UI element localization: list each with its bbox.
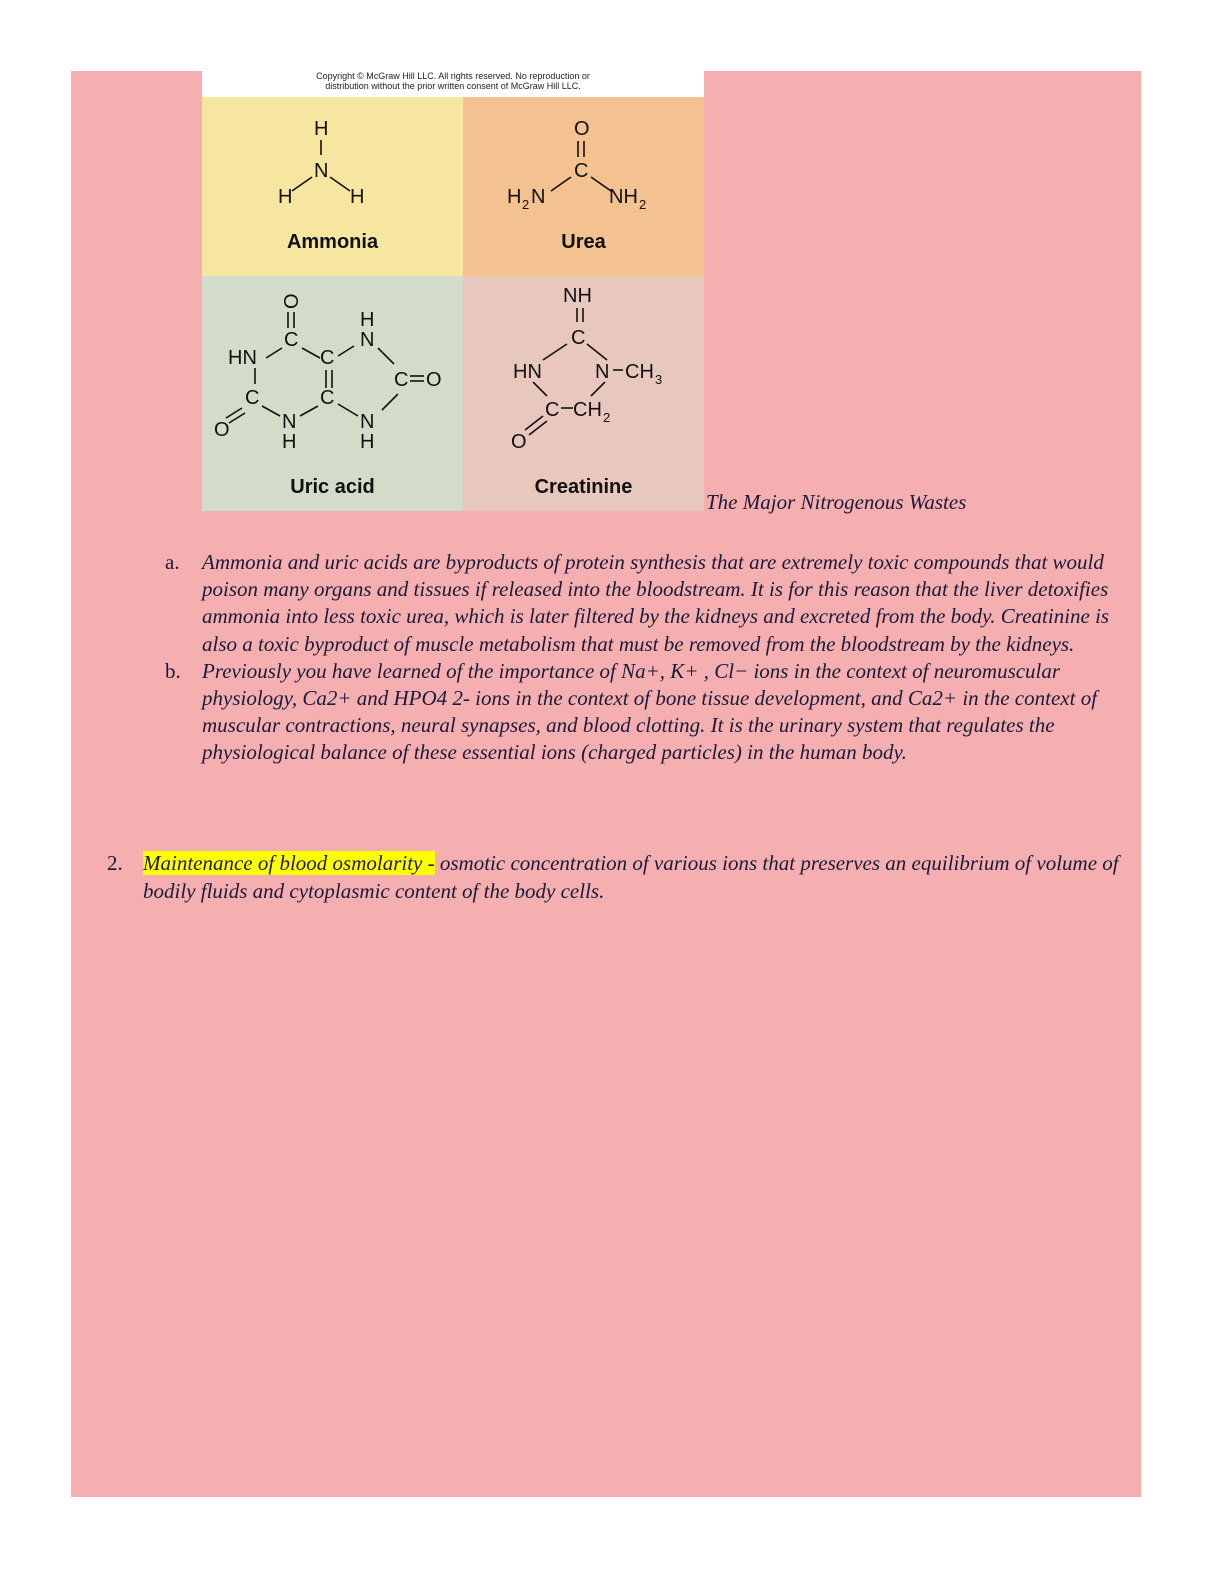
numbered-item-2	[107, 850, 1127, 905]
item-definition: osmotic concentration of various ions that preserves an equilibrium of volume of bodily fluids and cytoplasmic content of the body cells.	[143, 851, 1119, 903]
sublist	[165, 549, 1130, 767]
copyright-notice	[202, 71, 704, 97]
list-item	[165, 549, 1130, 658]
nitrogenous-wastes-figure	[202, 71, 704, 511]
list-marker: a.	[165, 550, 180, 574]
svg-text:H: H	[360, 309, 375, 331]
svg-text:NH: NH	[609, 186, 638, 208]
svg-text:2: 2	[639, 197, 647, 212]
uric-acid-label: Uric acid	[290, 476, 375, 498]
svg-text:C: C	[545, 399, 560, 421]
creatinine-label: Creatinine	[534, 476, 633, 498]
svg-text:CH: CH	[625, 361, 654, 383]
svg-text:O: O	[214, 419, 230, 441]
copyright-line-1: Copyright © McGraw Hill LLC. All rights reserved. No reproduction or	[316, 71, 590, 81]
svg-text:N: N	[531, 186, 546, 208]
svg-text:C: C	[394, 369, 409, 391]
item-body	[107, 850, 1127, 905]
svg-text:H: H	[314, 118, 329, 140]
svg-text:H: H	[278, 186, 293, 208]
svg-text:O: O	[574, 118, 590, 140]
svg-text:CH: CH	[573, 399, 602, 421]
figure-caption: The Major Nitrogenous Wastes	[706, 490, 967, 514]
ammonia-panel	[202, 97, 463, 276]
svg-text:N: N	[360, 329, 375, 351]
svg-text:O: O	[426, 369, 442, 391]
svg-text:C: C	[284, 329, 299, 351]
svg-text:O: O	[281, 293, 303, 309]
urea-panel	[463, 97, 704, 276]
list-item-text: Previously you have learned of the importance of Na+, K+ , Cl− ions in the context of neuromuscular physiology, Ca2+ and HPO4 2- ions in the context of bone tissue development, and Ca2+ in the context of muscular contractions, neural synapses, and blood clotting. It is the urinary system that regulates the physiological balance of these essential ions (charged particles) in the human body.	[202, 658, 1098, 765]
svg-text:3: 3	[655, 372, 663, 387]
svg-text:C: C	[574, 160, 589, 182]
item-number: 2.	[107, 851, 123, 875]
svg-text:H: H	[507, 186, 522, 208]
svg-text:N: N	[360, 411, 375, 433]
list-item-text: Ammonia and uric acids are byproducts of protein synthesis that are extremely toxic compounds that would poison many organs and tissues if released into the bloodstream. It is for this reason that the liver detoxifies ammonia into less toxic urea, which is later filtered by the kidneys and excreted from the body. Creatinine is also a toxic byproduct of muscle metabolism that must be removed from the bloodstream by the kidneys.	[202, 550, 1110, 656]
list-item	[165, 658, 1130, 767]
ammonia-label: Ammonia	[286, 231, 379, 253]
svg-text:C: C	[571, 327, 586, 349]
svg-text:C: C	[320, 387, 335, 409]
svg-text:C: C	[320, 347, 335, 369]
svg-text:N: N	[314, 160, 329, 182]
svg-text:HN: HN	[513, 361, 542, 383]
svg-text:N: N	[595, 361, 610, 383]
svg-text:2: 2	[603, 410, 611, 425]
svg-text:N: N	[282, 411, 297, 433]
svg-text:H: H	[360, 431, 375, 453]
svg-text:HN: HN	[228, 347, 257, 369]
highlighted-term: Maintenance of blood osmolarity -	[143, 851, 435, 875]
svg-text:H: H	[350, 186, 365, 208]
svg-text:H: H	[282, 431, 297, 453]
svg-text:NH: NH	[563, 285, 592, 307]
list-marker: b.	[165, 658, 181, 683]
urea-label: Urea	[561, 231, 606, 253]
svg-text:C: C	[245, 387, 260, 409]
creatinine-panel	[463, 276, 704, 511]
uric-acid-panel	[202, 276, 463, 511]
svg-text:O: O	[511, 431, 527, 453]
svg-text:2: 2	[522, 197, 530, 212]
copyright-line-2: distribution without the prior written consent of McGraw Hill LLC.	[325, 81, 581, 91]
